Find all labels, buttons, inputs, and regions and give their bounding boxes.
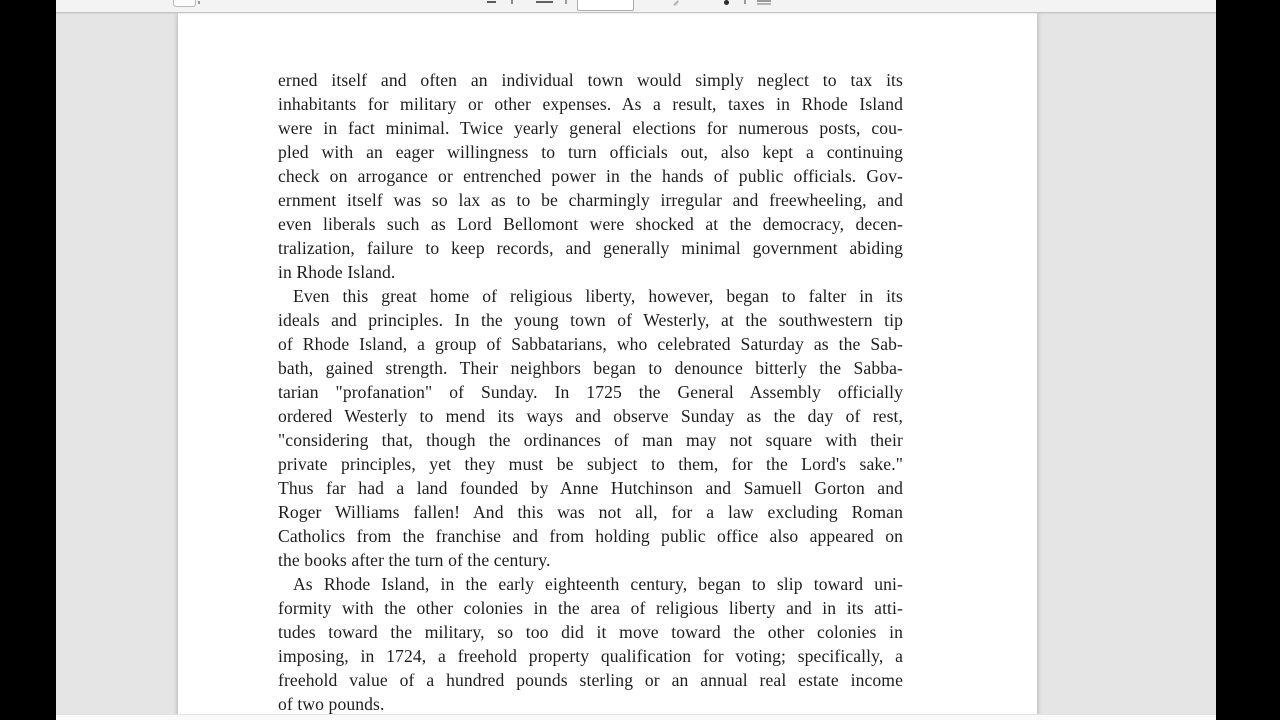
text-line: were in fact minimal. Twice yearly general elections for numerous posts, cou- bbox=[278, 118, 903, 138]
letterbox-right bbox=[1216, 0, 1280, 720]
divider-tick-icon-2 bbox=[565, 0, 567, 4]
page-text-block bbox=[278, 68, 903, 716]
chevron-down-icon[interactable] bbox=[669, 0, 679, 6]
document-page bbox=[178, 13, 1037, 720]
paragraph bbox=[278, 68, 903, 284]
text-line: As Rhode Island, in the early eighteenth century, began to slip toward uni- bbox=[293, 574, 903, 594]
toolbar-button-partial-icon[interactable] bbox=[173, 0, 196, 7]
text-line: ernment itself was so lax as to be charmingly irregular and freewheeling, and bbox=[278, 190, 903, 210]
text-line: freehold value of a hundred pounds sterling or an annual real estate income bbox=[278, 670, 903, 690]
viewer-canvas[interactable] bbox=[0, 13, 1280, 720]
text-line: ordered Westerly to mend its ways and observe Sunday as the day of rest, bbox=[278, 406, 903, 426]
text-line: Even this great home of religious liberty, however, began to falter in its bbox=[293, 286, 903, 306]
text-line: check on arrogance or entrenched power in the hands of public officials. Gov- bbox=[278, 166, 903, 186]
text-line: "considering that, though the ordinances of man may not square with their bbox=[278, 430, 903, 450]
text-line: bath, gained strength. Their neighbors began to denounce bitterly the Sabba- bbox=[278, 358, 903, 378]
page-number-input[interactable] bbox=[577, 0, 634, 11]
text-line: Roger Williams fallen! And this was not all, for a law excluding Roman bbox=[278, 502, 903, 522]
text-line: of two pounds. bbox=[278, 694, 385, 714]
text-line: formity with the other colonies in the area of religious liberty and in its atti- bbox=[278, 598, 903, 618]
partial-glyph-icon-1[interactable] bbox=[487, 1, 496, 3]
paragraph bbox=[278, 284, 903, 572]
text-line: even liberals such as Lord Bellomont were shocked at the democracy, decen- bbox=[278, 214, 903, 234]
text-line: pled with an eager willingness to turn officials out, also kept a continuing bbox=[278, 142, 903, 162]
letterbox-left bbox=[0, 0, 56, 720]
text-line: inhabitants for military or other expenses. As a result, taxes in Rhode Island bbox=[278, 94, 903, 114]
text-line: erned itself and often an individual town would simply neglect to tax its bbox=[278, 70, 903, 90]
text-line: private principles, yet they must be subject to them, for the Lord's sake." bbox=[278, 454, 903, 474]
horizontal-scrollbar[interactable] bbox=[56, 714, 1216, 720]
paragraph bbox=[278, 572, 903, 716]
text-line: tralization, failure to keep records, and generally minimal government abiding bbox=[278, 238, 903, 258]
pdf-toolbar bbox=[0, 0, 1280, 13]
dot-icon[interactable] bbox=[724, 0, 729, 5]
text-line: the books after the turn of the century. bbox=[278, 550, 551, 570]
text-line: Thus far had a land founded by Anne Hutchinson and Samuell Gorton and bbox=[278, 478, 903, 498]
text-line: imposing, in 1724, a freehold property qualification for voting; specifically, a bbox=[278, 646, 903, 666]
menu-lines-icon[interactable] bbox=[757, 0, 771, 2]
text-line: ideals and principles. In the young town of Westerly, at the southwestern tip bbox=[278, 310, 903, 330]
partial-glyph-icon-2[interactable] bbox=[536, 1, 553, 3]
text-line: of Rhode Island, a group of Sabbatarians, who celebrated Saturday as the Sab- bbox=[278, 334, 903, 354]
text-line: tarian "profanation" of Sunday. In 1725 the General Assembly officially bbox=[278, 382, 903, 402]
divider-tick-icon-1 bbox=[511, 0, 513, 4]
text-line: Catholics from the franchise and from holding public office also appeared on bbox=[278, 526, 903, 546]
text-line: in Rhode Island. bbox=[278, 262, 396, 282]
divider-tick-icon-3 bbox=[744, 0, 746, 4]
text-line: tudes toward the military, so too did it move toward the other colonies in bbox=[278, 622, 903, 642]
dropdown-caret-icon[interactable] bbox=[198, 1, 200, 4]
